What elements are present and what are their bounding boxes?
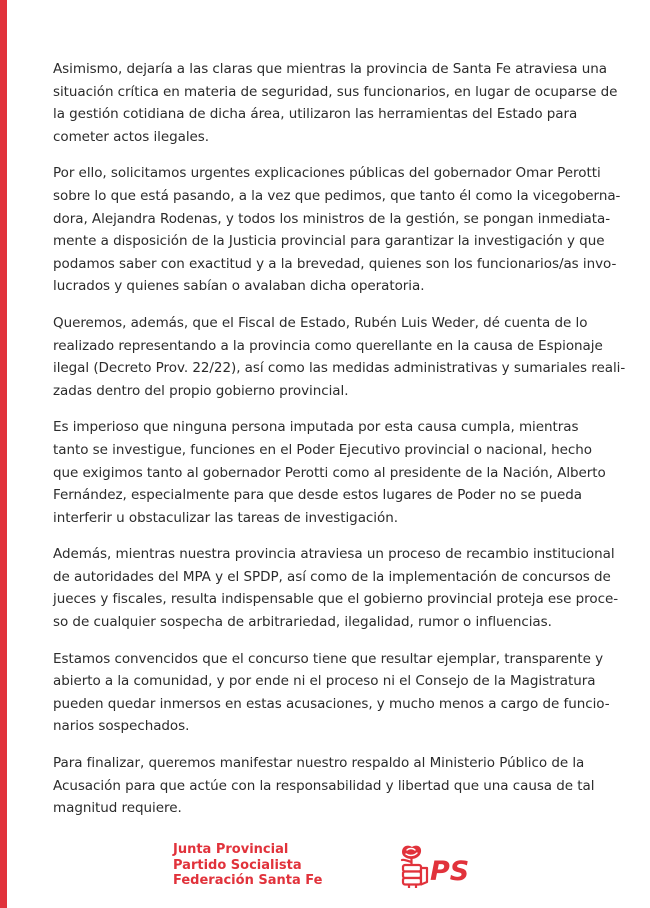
- paragraph: [53, 162, 621, 298]
- rose-fist-icon: [396, 842, 484, 888]
- paragraph-line: pueden quedar inmersos en estas acusaciones, y mucho menos a cargo de funcio-: [53, 695, 610, 712]
- paragraph-line: cometer actos ilegales.: [53, 128, 210, 145]
- paragraph-line: so de cualquier sospecha de arbitrariedad, ilegalidad, rumor o influencias.: [53, 614, 552, 631]
- signature-block: [173, 842, 322, 889]
- paragraph: [53, 416, 618, 529]
- paragraph-line: sobre lo que está pasando, a la vez que pedimos, que tanto él como la vicegoberna-: [53, 187, 621, 204]
- paragraph-line: podamos saber con exactitud y a la brevedad, quienes son los funcionarios/as invo-: [53, 255, 617, 272]
- paragraph-line: Acusación para que actúe con la responsabilidad y libertad que una causa de tal: [53, 777, 595, 794]
- paragraph-line: jueces y fiscales, resulta indispensable que el gobierno provincial proteja ese proce-: [53, 591, 619, 608]
- paragraph-line: Para finalizar, queremos manifestar nuestro respaldo al Ministerio Público de la: [53, 755, 585, 772]
- paragraph: [53, 543, 618, 633]
- party-logo: [396, 842, 484, 888]
- paragraph-line: interferir u obstaculizar las tareas de investigación.: [53, 509, 398, 526]
- paragraph-line: Queremos, además, que el Fiscal de Estado, Rubén Luis Weder, dé cuenta de lo: [53, 314, 588, 331]
- paragraph-line: Estamos convencidos que el concurso tiene que resultar ejemplar, transparente y: [53, 650, 604, 667]
- paragraph-line: zadas dentro del propio gobierno provincial.: [53, 382, 349, 399]
- paragraph-line: que exigimos tanto al gobernador Perotti como al presidente de la Nación, Alberto: [53, 464, 606, 481]
- document-body: [53, 58, 626, 834]
- paragraph-line: Por ello, solicitamos urgentes explicaciones públicas del gobernador Omar Perotti: [53, 165, 601, 182]
- paragraph-line: narios sospechados.: [53, 718, 190, 735]
- paragraph-line: situación crítica en materia de seguridad, sus funcionarios, en lugar de ocuparse de: [53, 83, 618, 100]
- paragraph-line: magnitud requiere.: [53, 800, 182, 817]
- paragraph-line: tanto se investigue, funciones en el Poder Ejecutivo provincial o nacional, hecho: [53, 441, 592, 458]
- paragraph-line: abierto a la comunidad, y por ende ni el proceso ni el Consejo de la Magistratura: [53, 673, 596, 690]
- paragraph-line: lucrados y quienes sabían o avalaban dicha operatoria.: [53, 278, 425, 295]
- left-accent-bar: [0, 0, 7, 908]
- paragraph-line: Fernández, especialmente para que desde estos lugares de Poder no se pueda: [53, 487, 583, 504]
- paragraph-line: Además, mientras nuestra provincia atraviesa un proceso de recambio institucional: [53, 546, 615, 563]
- paragraph: [53, 312, 626, 402]
- paragraph: [53, 648, 618, 738]
- paragraph-line: Asimismo, dejaría a las claras que mientras la provincia de Santa Fe atraviesa una: [53, 61, 607, 77]
- signature-line: Junta Provincial: [173, 842, 289, 857]
- signature-line: Federación Santa Fe: [173, 873, 323, 888]
- paragraph-line: Es imperioso que ninguna persona imputada por esta causa cumpla, mientras: [53, 419, 579, 436]
- ps-logo-text: PS: [430, 856, 470, 887]
- paragraph-line: mente a disposición de la Justicia provincial para garantizar la investigación y que: [53, 233, 605, 250]
- signature-line: Partido Socialista: [173, 857, 302, 873]
- paragraph-line: dora, Alejandra Rodenas, y todos los ministros de la gestión, se pongan inmediata-: [53, 210, 611, 227]
- paragraph-line: de autoridades del MPA y el SPDP, así como de la implementación de concursos de: [53, 568, 611, 585]
- paragraph: [53, 752, 618, 820]
- paragraph-line: realizado representando a la provincia como querellante en la causa de Espionaje: [53, 337, 603, 354]
- paragraph: [53, 58, 618, 148]
- paragraph-line: ilegal (Decreto Prov. 22/22), así como las medidas administrativas y sumariales reali-: [53, 360, 626, 377]
- paragraph-line: la gestión cotidiana de dicha área, utilizaron las herramientas del Estado para: [53, 106, 578, 123]
